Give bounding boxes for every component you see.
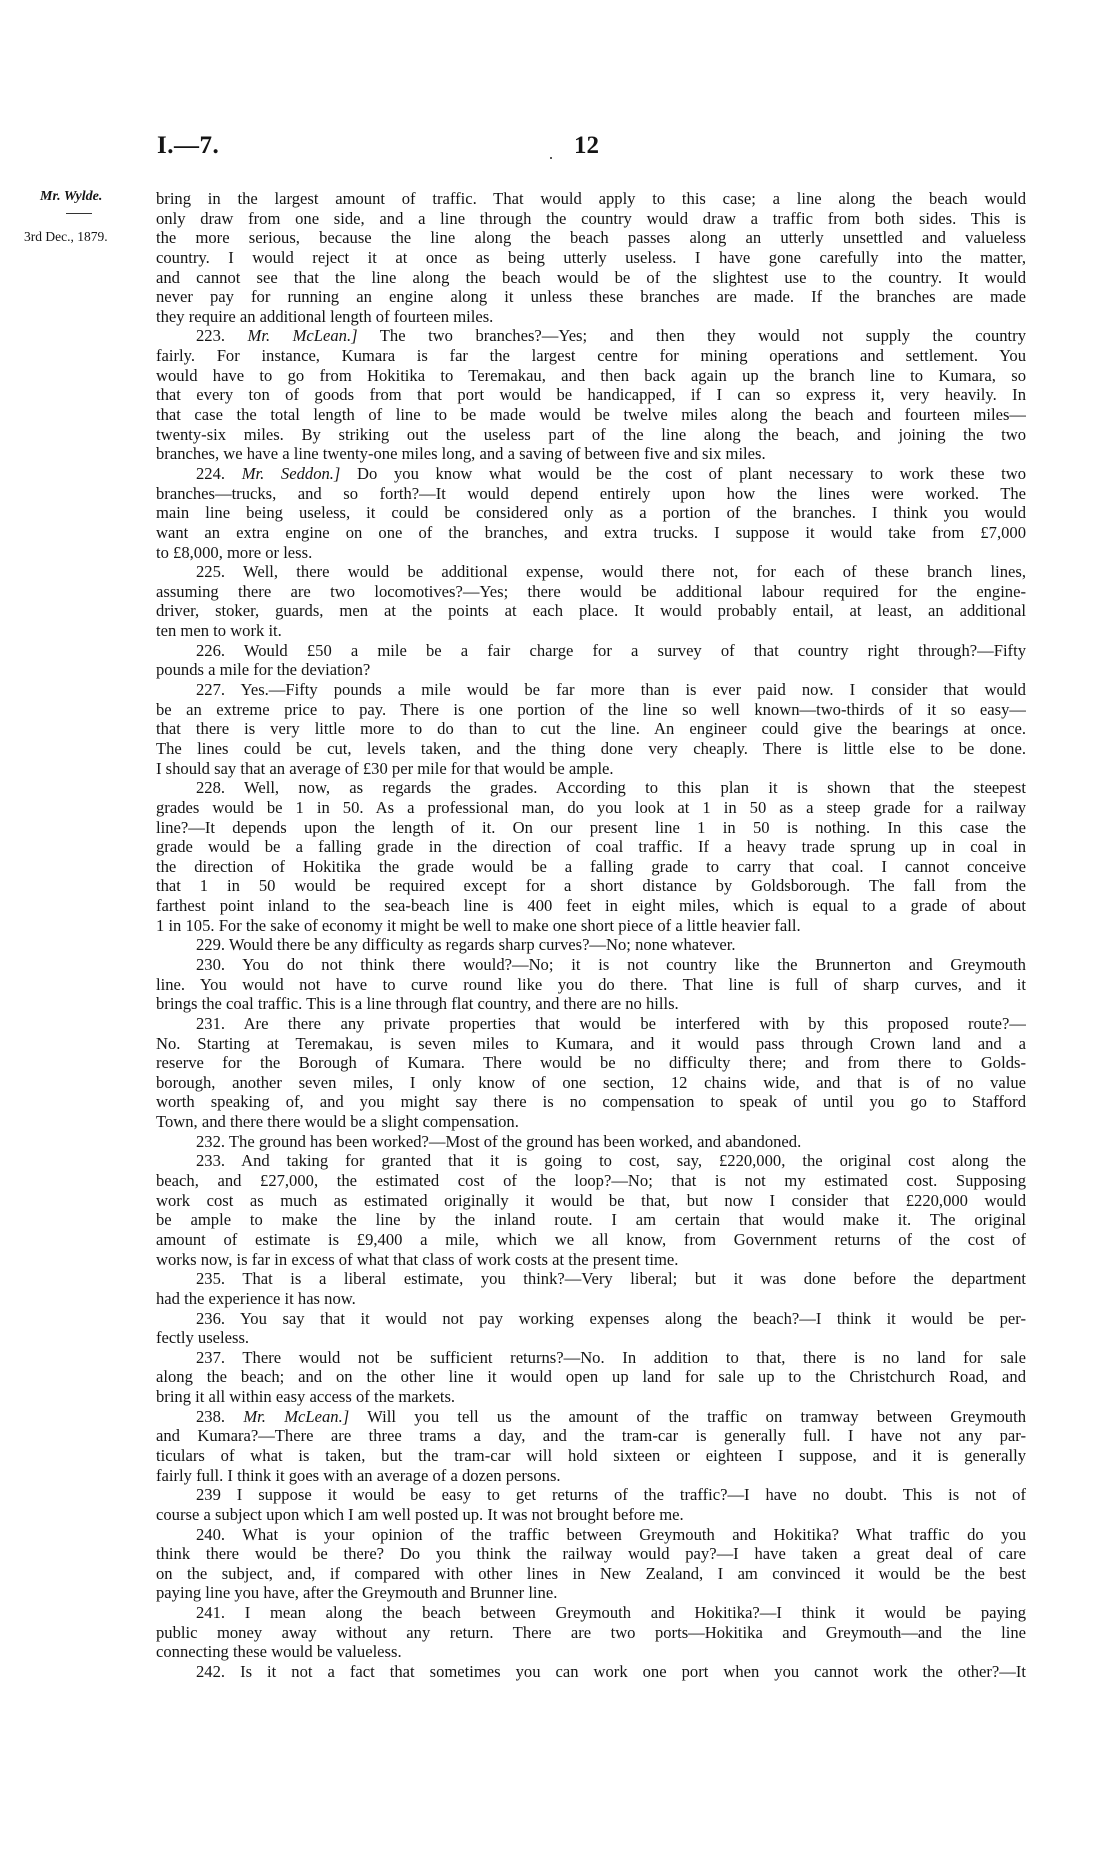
text-line: farthest point inland to the sea-beach line is 400 feet in eight miles, which is equal to a grade of about [156,896,1026,916]
text-line [156,1407,1026,1427]
question-paragraph [156,778,1026,935]
text-line: that 1 in 50 would be required except for a short distance by Goldsborough. The fall from the [156,876,1026,896]
question-number: 238. [196,1406,226,1426]
text-line: ten men to work it. [156,621,282,641]
page-number: 12 [574,132,599,159]
text-line: connecting these would be valueless. [156,1642,402,1662]
text-line [156,1014,1026,1034]
margin-divider [66,213,92,214]
line-text: And taking for granted that it is going to cost, say, £220,000, the original cost along the [241,1151,1026,1171]
text-line: want an extra engine on one of the branches, and extra trucks. I suppose it would take from £7,000 [156,522,1026,542]
text-line: I should say that an average of £30 per mile for that would be ample. [156,758,614,778]
question-paragraph [156,955,1026,1014]
speaker-name: Mr. McLean.] [243,1406,350,1426]
text-line: The lines could be cut, levels taken, and the thing done very cheaply. There is little else to be done. [156,738,1026,758]
text-line: fectly useless. [156,1328,250,1348]
question-paragraph [156,680,1026,778]
text-line: grades would be 1 in 50. As a professional man, do you look at 1 in 50 as a steep grade for a railway [156,797,1026,817]
text-line: brings the coal traffic. This is a line through flat country, and there are no hills. [156,994,679,1014]
question-paragraph [156,1269,1026,1308]
speaker-name: Mr. Seddon.] [241,463,341,483]
text-line: think there would be there? Do you think the railway would pay?—I have taken a great deal of care [156,1544,1026,1564]
text-line: paying line you have, after the Greymouth and Brunner line. [156,1583,558,1603]
text-line [156,1151,1026,1171]
question-paragraph [156,1151,1026,1269]
text-line [156,955,1026,975]
text-line [156,1525,1026,1545]
question-paragraph [156,1407,1026,1486]
question-paragraph [156,641,1026,680]
text-line [156,326,1026,346]
question-paragraph [156,1603,1026,1662]
text-line: borough, another seven miles, I only know of one section, 12 chains wide, and that is of no value [156,1072,1026,1092]
text-line [156,1269,1026,1289]
question-number: 232. [196,1131,226,1151]
text-line: to £8,000, more or less. [156,542,313,562]
text-line: ticulars of what is taken, but the tram-car will hold sixteen or eighteen I suppose, and it is generally [156,1446,1026,1465]
text-line [156,778,1026,798]
witness-name: Mr. Wylde. [40,189,103,204]
text-line: be an extreme price to pay. There is one portion of the line so well known—two-thirds of it so easy— [156,699,1026,719]
speaker-name: Mr. McLean.] [247,326,358,346]
text-line: line. You would not have to curve round like you do there. That line is full of sharp curves, and it [156,974,1026,994]
text-line [156,1132,1026,1152]
line-text: What is your opinion of the traffic between Greymouth and Hokitika? What traffic do you [242,1524,1026,1544]
text-line [156,464,1026,484]
question-paragraph [156,1662,1026,1682]
question-paragraph [156,1014,1026,1132]
line-text: The two branches?—Yes; and then they would not supply the country [379,326,1026,346]
text-line [156,1485,1026,1505]
text-line: that there is very little more to do than to cut the line. An engineer could give the bearings at once. [156,719,1026,739]
text-line: fairly. For instance, Kumara is far the largest centre for mining operations and settlement. You [156,346,1026,366]
question-number: 236. [196,1308,226,1328]
text-line: that every ton of goods from that port would be handicapped, if I can so express it, very heavily. In [156,385,1026,405]
text-line: along the beach; and on the other line it would open up land for sale up to the Christchurch Road, and [156,1367,1026,1387]
text-line [156,641,1026,661]
line-text: Will you tell us the amount of the traffic on tramway between Greymouth [367,1406,1026,1426]
line-text: I mean along the beach between Greymouth and Hokitika?—I think it would be paying [244,1603,1026,1623]
text-line [156,1309,1026,1329]
question-number: 223. [196,326,226,346]
continued-paragraph [156,189,1026,326]
text-line: be ample to make the line by the inland route. I am certain that would make it. The original [156,1210,1026,1230]
question-number: 237. [196,1347,226,1367]
line-text: Are there any private properties that would be interfered with by this proposed route?— [243,1013,1026,1033]
text-line: and cannot see that the line along the beach would be of the slightest use to the country. It would [156,267,1026,287]
text-line: reserve for the Borough of Kumara. There would be no difficulty there; and from there to Golds- [156,1053,1026,1073]
question-paragraph [156,1348,1026,1407]
text-line: and Kumara?—There are three trams a day, and the tram-car is generally full. I have not any par- [156,1426,1026,1446]
text-line: pounds a mile for the deviation? [156,660,371,680]
question-number: 225. [196,562,226,582]
line-text: I suppose it would be easy to get returns of the traffic?—I have no doubt. This is not of [236,1485,1026,1505]
question-paragraph [156,1485,1026,1524]
text-line: bring it all within easy access of the markets. [156,1387,456,1407]
text-line: beach, and £27,000, the estimated cost of the loop?—No; that is not my estimated cost. Supposing [156,1171,1026,1191]
testimony-date: 3rd Dec., 1879. [24,229,108,244]
line-text: Would there be any difficulty as regards sharp curves?—No; none whatever. [228,935,736,955]
text-line: course a subject upon which I am well posted up. It was not brought before me. [156,1504,684,1524]
line-text: Well, now, as regards the grades. According to this plan it is shown that the steepest [244,778,1026,798]
question-number: 241. [196,1603,226,1623]
text-line: amount of estimate is £9,400 a mile, which we all know, from Government returns of the cost of [156,1229,1026,1249]
text-line: twenty-six miles. By striking out the useless part of the line along the beach, and joining the two [156,424,1026,444]
text-line [156,935,1026,955]
question-number: 233. [196,1151,226,1171]
question-number: 240. [196,1524,226,1544]
line-text: Would £50 a mile be a fair charge for a survey of that country right through?—Fifty [243,640,1026,660]
question-number: 228. [196,778,226,798]
text-line: fairly full. I think it goes with an average of a dozen persons. [156,1465,561,1485]
text-line: work cost as much as estimated originally it would be that, but now I consider that £220,000 would [156,1190,1026,1210]
text-line [156,680,1026,700]
text-line: 1 in 105. For the sake of economy it might be well to make one short piece of a little heavier fall. [156,915,801,935]
text-line: would have to go from Hokitika to Teremakau, and then back again up the branch line to Kumara, so [156,365,1026,385]
line-text: Yes.—Fifty pounds a mile would be far more than is ever paid now. I consider that would [240,680,1026,700]
question-number: 235. [196,1269,226,1289]
line-text: The ground has been worked?—Most of the ground has been worked, and abandoned. [228,1131,802,1151]
question-paragraph [156,562,1026,641]
text-line: branches, we have a line twenty-one miles long, and a saving of between five and six miles. [156,444,766,464]
section-reference: I.—7. [157,132,220,159]
line-text: That is a liberal estimate, you think?—Very liberal; but it was done before the department [242,1269,1026,1289]
line-text: Is it not a fact that sometimes you can work one port when you cannot work the other?—It [240,1662,1026,1682]
question-paragraph [156,1132,1026,1152]
text-line: had the experience it has now. [156,1288,356,1308]
question-number: 229. [196,935,226,955]
text-line: No. Starting at Teremakau, is seven miles to Kumara, and it would pass through Crown land and a [156,1033,1026,1053]
text-line [156,1662,1026,1682]
question-number: 230. [196,954,226,974]
text-line [156,1603,1026,1623]
text-line: the more serious, because the line along the beach passes along an utterly unsettled and valueless [156,228,1026,248]
question-number: 242. [196,1662,226,1682]
testimony-body [156,189,1026,1682]
text-line: Town, and there there would be a slight compensation. [156,1112,519,1132]
question-number: 226. [196,640,226,660]
text-line: country. I would reject it at once as being utterly useless. I have gone carefully into the matter, [156,247,1026,267]
question-paragraph [156,464,1026,562]
text-line: that case the total length of line to be made would be twelve miles along the beach and fourteen miles— [156,405,1026,425]
question-paragraph [156,1525,1026,1604]
text-line: main line being useless, it could be considered only as a portion of the branches. I think you would [156,503,1026,523]
text-line: they require an additional length of fourteen miles. [156,306,494,326]
question-paragraph [156,935,1026,955]
text-line: never pay for running an engine along it unless these branches are made. If the branches are made [156,287,1026,307]
text-line [156,562,1026,582]
text-line: works now, is far in excess of what that class of work costs at the present time. [156,1249,679,1269]
print-speck [550,157,552,159]
text-line: grade would be a falling grade in the direction of coal traffic. If a heavy trade sprung up in coal in [156,837,1026,857]
text-line: branches—trucks, and so forth?—It would depend entirely upon how the lines were worked. The [156,483,1026,503]
text-line [156,1348,1026,1368]
text-line: worth speaking of, and you might say there is no compensation to speak of until you go to Stafford [156,1092,1026,1112]
line-text: There would not be sufficient returns?—No. In addition to that, there is no land for sale [242,1347,1026,1367]
line-text: Well, there would be additional expense, would there not, for each of these branch lines, [243,562,1026,582]
question-paragraph [156,326,1026,463]
question-paragraph [156,1309,1026,1348]
text-line: on the subject, and, if compared with other lines in New Zealand, I am convinced it would be the best [156,1563,1026,1583]
line-text: You say that it would not pay working expenses along the beach?—I think it would be per- [239,1308,1026,1328]
text-line: the direction of Hokitika the grade would be a falling grade to carry that coal. I cannot conceive [156,856,1026,876]
text-line: bring in the largest amount of traffic. That would apply to this case; a line along the beach would [156,189,1026,208]
question-number: 224. [196,463,226,483]
text-line: line?—It depends upon the length of it. On our present line 1 in 50 is nothing. In this case the [156,817,1026,837]
line-text: You do not think there would?—No; it is not country like the Brunnerton and Greymouth [242,954,1026,974]
text-line: only draw from one side, and a line through the country would draw a traffic from both sides. This is [156,208,1026,228]
question-number: 239 [196,1485,221,1505]
question-number: 227. [196,680,226,700]
question-number: 231. [196,1013,226,1033]
line-text: Do you know what would be the cost of plant necessary to work these two [357,463,1026,483]
text-line: public money away without any return. There are two ports—Hokitika and Greymouth—and the line [156,1622,1026,1642]
text-line: driver, stoker, guards, men at the points at each place. It would probably entail, at least, an additional [156,601,1026,621]
text-line: assuming there are two locomotives?—Yes; there would be additional labour required for the engine- [156,581,1026,601]
